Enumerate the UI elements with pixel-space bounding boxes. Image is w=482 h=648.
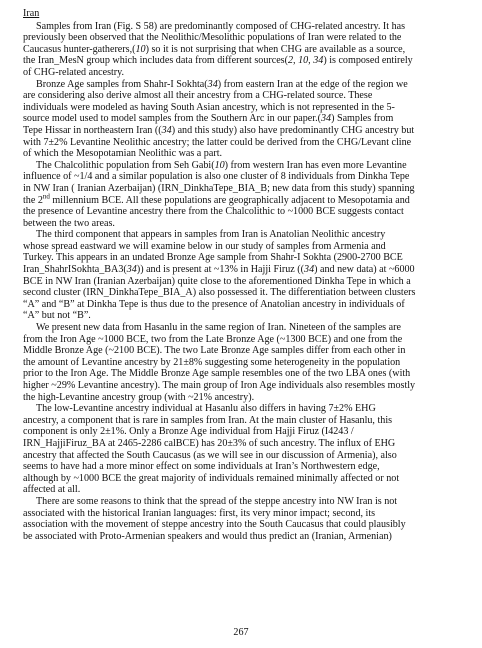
text-line: although by ~1000 BCE the great majority of individuals remained minimally affected or not [23, 472, 400, 484]
text-line: source model used to model samples from the Southern Arc in our paper.(34) Samples from [23, 113, 394, 125]
paragraph [23, 403, 461, 496]
text-line: Middle Bronze Age (~2100 BCE). The two Late Bronze Age samples differ from each other in [23, 345, 406, 357]
text-line: We present new data from Hasanlu in the same region of Iran. Nineteen of the samples are [36, 322, 401, 334]
text-line: Bronze Age samples from Shahr-I Sokhta(34) from eastern Iran at the edge of the region we [36, 78, 408, 90]
text-line: individuals were modeled as having South Asian ancestry, which is not represented in the 5- [23, 101, 395, 113]
text-line: IRN_HajjiFiruz_BA at 2465-2286 calBCE) has 20±3% of such ancestry. The influx of EHG [23, 437, 396, 449]
text-line: higher ~29% Levantine ancestry). The main group of Iron Age individuals also resembles mostly [23, 380, 416, 391]
section-heading: Iran [23, 8, 40, 19]
text-line: BCE in NW Iran (Iranian Azerbaijan) quite close to the aforementioned Dinkha Tepe in which a [23, 275, 411, 287]
text-line: The third component that appears in samples from Iran is Anatolian Neolithic ancestry [36, 229, 386, 241]
paragraph [23, 322, 461, 403]
text-line: the presence of Levantine ancestry there from the Chalcolithic to ~1000 BCE suggests contact [23, 206, 404, 218]
text-line: ancestry that affected the South Caucasus (as we will see in our discussion of Armenia), also [23, 449, 397, 461]
text-line: seems to have had a more minor effect on some individuals at Iran’s Northwestern edge, [23, 461, 380, 473]
text-line: component is only 2±1%. Only a Bronze Age individual from Hajji Firuz (I4243 / [23, 426, 354, 438]
text-line: “A” and “B” at Dinkha Tepe is thus due to the presence of Anatolian ancestry in individuals of [23, 298, 405, 310]
text-line: previously been observed that the Neolithic/Mesolithic populations of Iran were related to the [23, 32, 402, 44]
text-line: Caucasus hunter-gatherers,(10) so it is not surprising that when CHG are available as a source, [23, 43, 406, 55]
text-line: the 2nd millennium BCE. All these populations are geographically adjacent to Mesopotamia and [23, 192, 410, 206]
body-text [23, 21, 461, 543]
text-line: be associated with Proto-Armenian speakers and would thus predict an (Iranian, Armenian) [23, 530, 392, 542]
page-number: 267 [233, 627, 249, 638]
text-line: “A” but not “B”. [23, 310, 91, 322]
document-page [23, 8, 461, 542]
text-line: influence of ~1/4 and a similar population is also one cluster of 8 individuals from Dinkha Tepe [23, 171, 410, 183]
text-line: in NW Iran ( Iranian Azerbaijan) (IRN_DinkhaTepe_BIA_B; new data from this study) spanning [23, 182, 415, 194]
paragraph [23, 160, 461, 230]
text-line: are considering also derive almost all their ancestry from a CHG-related source. These [23, 90, 373, 102]
text-line: Iran_ShahrISokhta_BA3(34)) and is present at ~13% in Hajji Firuz ((34) and new data) at ~6000 [23, 264, 415, 276]
text-line: from the Iron Age ~1000 BCE, two from the Late Bronze Age (~1300 BCE) and one from the [23, 333, 403, 345]
text-line: association with the movement of steppe ancestry into the South Caucasus that could plausibly [23, 519, 406, 531]
text-line: of which the Mesopotamian Neolithic was a part. [23, 148, 223, 160]
text-line: The Chalcolithic population from Seh Gabi(10) from western Iran has even more Levantine [36, 159, 407, 171]
paragraph [23, 496, 461, 542]
text-line: prior to the Iron Age. The Middle Bronze Age sample resembles one of the two LBA ones (with [23, 368, 411, 380]
text-line: ancestry, a component that is rare in samples from Iran. At the main cluster of Hasanlu, this [23, 414, 393, 426]
paragraph [23, 229, 461, 322]
text-line: Turkey. This appears in an undated Bronze Age sample from Shahr-I Sokhta (2900-2700 BCE [23, 252, 403, 264]
paragraph [23, 21, 461, 79]
text-line: the Iran_MesN group which includes data from different sources(2, 10, 34) is composed entirely [23, 55, 413, 67]
text-line: There are some reasons to think that the spread of the steppe ancestry into NW Iran is not [36, 495, 398, 507]
text-line: Tepe Hissar in northeastern Iran ((34) and this study) also have predominantly CHG ancestry but [23, 124, 415, 136]
text-line: associated with the historical Iranian languages: first, its very minor impact; second, its [23, 507, 376, 519]
text-line: affected at all. [23, 484, 81, 496]
text-line: the amount of Levantine ancestry by 21±8% suggesting some heterogeneity in the population [23, 356, 401, 368]
paragraph [23, 79, 461, 160]
text-line: the high-Levantine ancestry group (with ~21% ancestry). [23, 391, 255, 403]
text-line: second cluster (IRN_DinkhaTepe_BIA_A) also possessed it. The differentiation between clusters [23, 287, 416, 299]
text-line: The low-Levantine ancestry individual at Hasanlu also differs in having 7±2% EHG [36, 403, 376, 415]
text-line: Samples from Iran (Fig. S 58) are predominantly composed of CHG-related ancestry. It has [36, 20, 406, 32]
text-line: whose spread eastward we will examine below in our study of samples from Armenia and [23, 240, 386, 252]
text-line: between the two areas. [23, 217, 115, 229]
text-line: with 7±2% Levantine Neolithic ancestry; the latter could be derived from the CHG/Levant cline [23, 136, 412, 148]
text-line: of CHG-related ancestry. [23, 66, 125, 78]
